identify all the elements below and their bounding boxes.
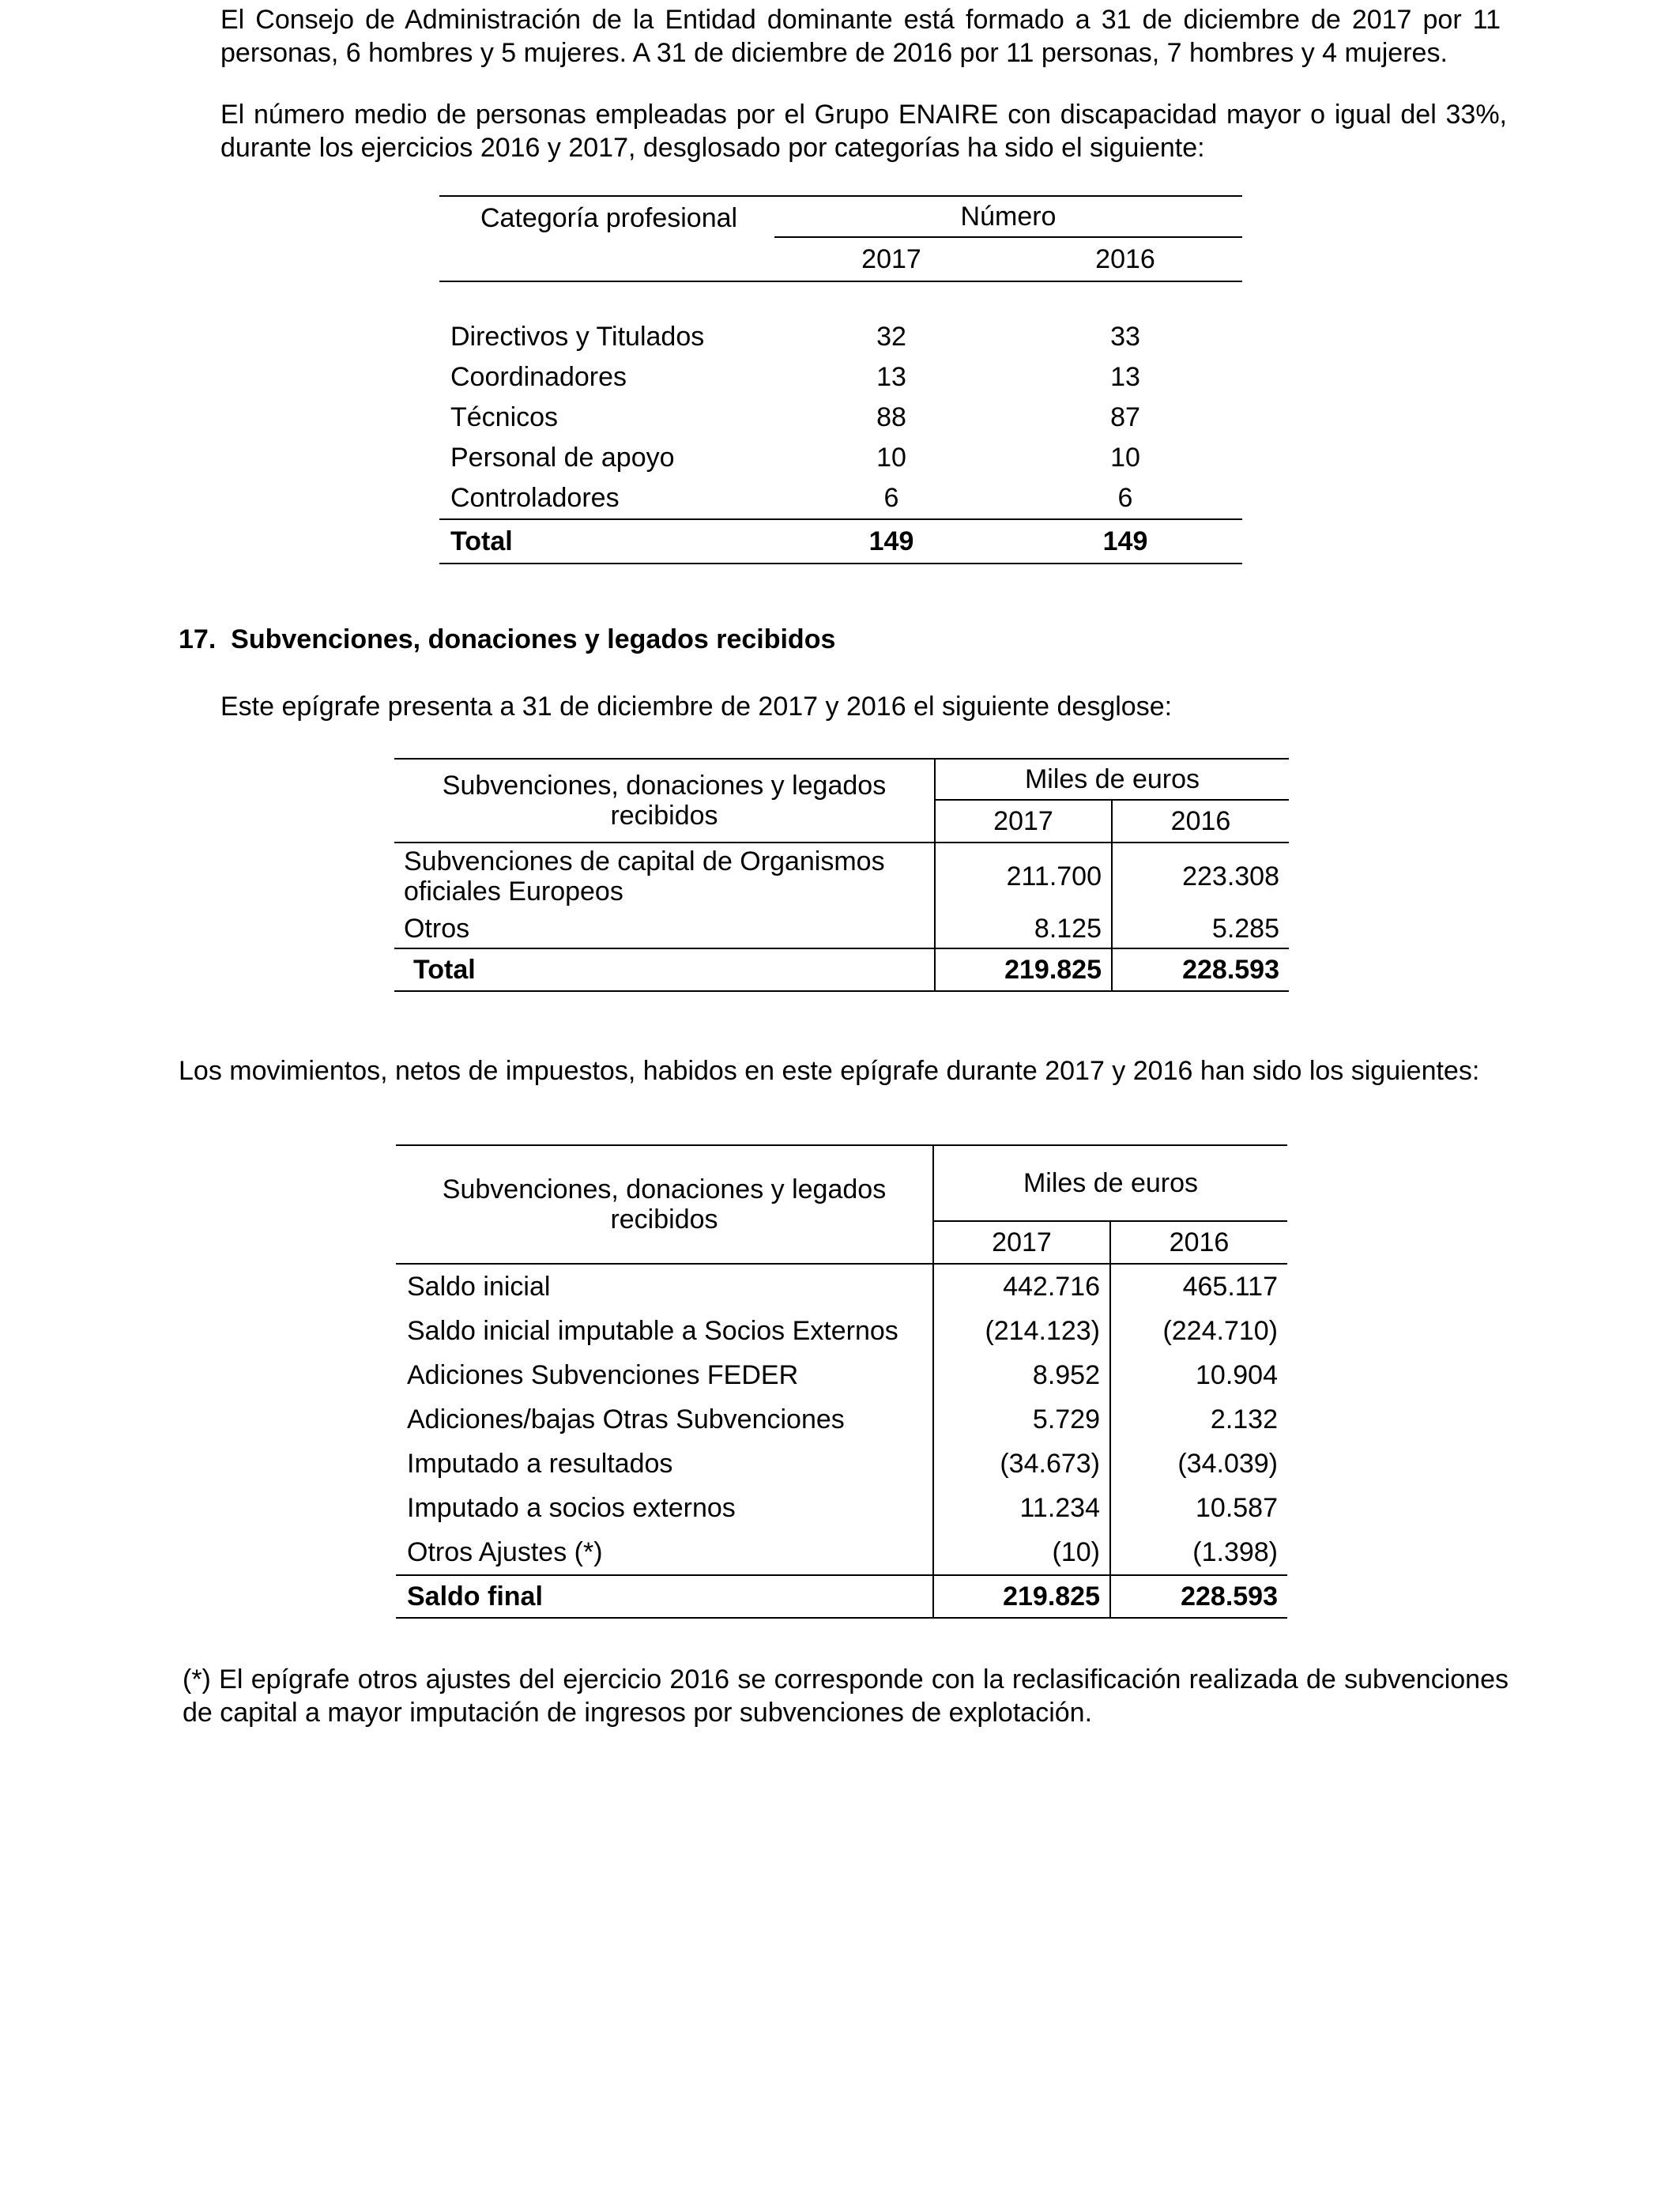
value-2016: 2.132: [1110, 1397, 1287, 1442]
table-row: [439, 478, 1242, 519]
grants-breakdown-table: [394, 758, 1289, 992]
table-row: [396, 1486, 1287, 1530]
value-2016: 87: [1110, 402, 1140, 432]
value-2016: (34.039): [1110, 1442, 1287, 1486]
table-row: [396, 1353, 1287, 1397]
value-2016: 10: [1110, 443, 1140, 473]
row-label: Personal de apoyo: [450, 443, 675, 473]
total-row: [439, 519, 1242, 564]
paragraph-line: durante los ejercicios 2016 y 2017, desglosado por categorías ha sido el siguiente:: [220, 133, 1205, 163]
value-2017: 32: [876, 322, 906, 352]
table-row: [396, 1309, 1287, 1353]
movements-intro: Los movimientos, netos de impuestos, habidos en este epígrafe durante 2017 y 2016 han sido los siguientes:: [179, 1056, 1480, 1086]
col-header-2017: 2017: [935, 800, 1112, 843]
col-header-label: [396, 1145, 933, 1264]
col-header-2017: 2017: [774, 237, 1008, 281]
row-label: Técnicos: [450, 402, 559, 432]
value-2016: 13: [1110, 362, 1140, 392]
row-label: Coordinadores: [450, 362, 627, 392]
value-2017: (10): [933, 1530, 1110, 1575]
value-2017: 6: [883, 483, 899, 513]
section-intro: Este epígrafe presenta a 31 de diciembre de 2017 y 2016 el siguiente desglose:: [220, 692, 1173, 722]
col-header-2016: 2016: [1110, 1221, 1287, 1264]
total-label: Total: [439, 519, 774, 564]
header-label-line: recibidos: [610, 1204, 718, 1235]
total-label: Total: [394, 948, 935, 991]
value-2017: 442.716: [933, 1264, 1110, 1309]
footnote: [183, 1663, 1509, 1729]
row-label: Otros: [404, 914, 470, 944]
header-label-line: Subvenciones, donaciones y legados: [442, 1174, 887, 1204]
col-header-label: [394, 759, 935, 843]
col-header-category: Categoría profesional: [480, 203, 738, 233]
value-2016: (224.710): [1110, 1309, 1287, 1353]
col-header-2017: 2017: [933, 1221, 1110, 1264]
table-row: [439, 398, 1242, 438]
value-2016: (1.398): [1110, 1530, 1287, 1575]
grants-movements-table: [396, 1144, 1287, 1619]
total-2016: 228.593: [1110, 1575, 1287, 1618]
table-row: [394, 910, 1289, 948]
value-2016: 33: [1110, 322, 1140, 352]
row-label: Adiciones/bajas Otras Subvenciones: [407, 1404, 845, 1434]
col-header-number: Número: [774, 196, 1242, 237]
total-2017: 149: [774, 519, 1008, 564]
footnote-line: (*) El epígrafe otros ajustes del ejercicio 2016 se corresponde con la reclasificación realizada de subvenciones: [183, 1664, 1509, 1695]
value-2017: 8.952: [933, 1353, 1110, 1397]
row-label: Otros Ajustes (*): [407, 1536, 603, 1567]
total-2016: 149: [1008, 519, 1242, 564]
paragraph-line: personas, 6 hombres y 5 mujeres. A 31 de diciembre de 2016 por 11 personas, 7 hombres y 4 mujeres.: [220, 38, 1448, 68]
value-2016: 465.117: [1110, 1264, 1287, 1309]
row-label: Imputado a resultados: [407, 1448, 673, 1479]
value-2017: 10: [876, 443, 906, 473]
col-header-2016: 2016: [1112, 800, 1289, 843]
row-label: Adiciones Subvenciones FEDER: [407, 1359, 799, 1390]
value-2016: 223.308: [1112, 843, 1289, 910]
table-row: [396, 1397, 1287, 1442]
disability-employees-table: [439, 195, 1242, 564]
board-composition-paragraph: [220, 3, 1501, 70]
disability-employees-paragraph: [220, 98, 1507, 164]
row-label-line: oficiales Europeos: [404, 876, 623, 907]
row-label: Imputado a socios externos: [407, 1492, 736, 1523]
total-2016: 228.593: [1112, 948, 1289, 991]
value-2017: 13: [876, 362, 906, 392]
row-label-line: Subvenciones de capital de Organismos: [404, 846, 885, 876]
total-row: [394, 948, 1289, 991]
value-2016: 10.587: [1110, 1486, 1287, 1530]
table-row: [439, 438, 1242, 478]
col-header-units: Miles de euros: [933, 1145, 1287, 1221]
value-2017: 5.729: [933, 1397, 1110, 1442]
value-2017: 211.700: [935, 843, 1112, 910]
header-label-line: recibidos: [610, 801, 718, 831]
value-2017: (34.673): [933, 1442, 1110, 1486]
value-2017: 8.125: [935, 910, 1112, 948]
row-label: Saldo inicial imputable a Socios Externos: [407, 1315, 898, 1346]
table-row: [439, 357, 1242, 398]
table-row: [396, 1530, 1287, 1575]
footnote-line: de capital a mayor imputación de ingresos por subvenciones de explotación.: [183, 1698, 1093, 1728]
table-row: [439, 317, 1242, 357]
paragraph-line: El número medio de personas empleadas por el Grupo ENAIRE con discapacidad mayor o igual del 33%,: [220, 100, 1507, 130]
row-label: Controladores: [450, 483, 620, 513]
table-row: [394, 843, 1289, 910]
value-2016: 10.904: [1110, 1353, 1287, 1397]
paragraph-line: El Consejo de Administración de la Entidad dominante está formado a 31 de diciembre de 2017 por 11: [220, 5, 1501, 35]
col-header-units: Miles de euros: [935, 759, 1289, 800]
value-2016: 5.285: [1112, 910, 1289, 948]
value-2017: 88: [876, 402, 906, 432]
header-label-line: Subvenciones, donaciones y legados: [442, 771, 887, 801]
table-row: [396, 1264, 1287, 1309]
value-2017: 11.234: [933, 1486, 1110, 1530]
row-label: [394, 843, 935, 910]
row-label: Directivos y Titulados: [450, 322, 705, 352]
total-2017: 219.825: [933, 1575, 1110, 1618]
row-label: Saldo inicial: [407, 1271, 551, 1302]
value-2016: 6: [1117, 483, 1133, 513]
section-heading: 17. Subvenciones, donaciones y legados recibidos: [179, 624, 836, 654]
total-2017: 219.825: [935, 948, 1112, 991]
total-label: Saldo final: [396, 1575, 933, 1618]
table-row: [396, 1442, 1287, 1486]
value-2017: (214.123): [933, 1309, 1110, 1353]
col-header-2016: 2016: [1008, 237, 1242, 281]
total-row: [396, 1575, 1287, 1618]
